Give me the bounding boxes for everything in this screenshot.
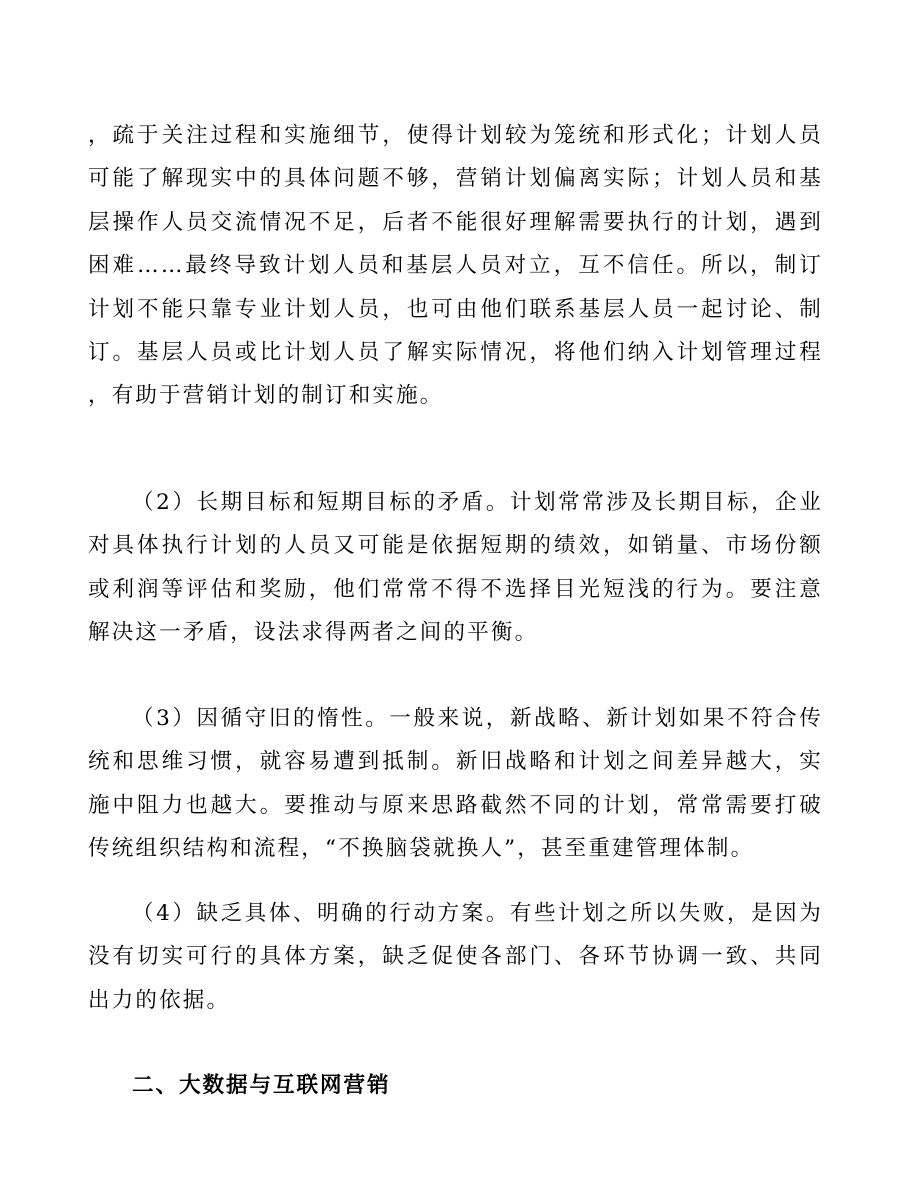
section-heading: 二、大数据与互联网营销 bbox=[132, 1073, 391, 1098]
paragraph-line: ，有助于营销计划的制订和实施。 bbox=[88, 383, 444, 409]
paragraph-action-plan bbox=[88, 892, 823, 1022]
paragraph-planning-issues bbox=[88, 114, 823, 418]
paragraph-line: 统和思维习惯，就容易遭到抵制。新旧战略和计划之间差异越大，实 bbox=[88, 749, 823, 775]
paragraph-line: 困难……最终导致计划人员和基层人员对立，互不信任。所以，制订 bbox=[88, 253, 823, 279]
paragraph-line: 施中阻力也越大。要推动与原来思路截然不同的计划，常常需要打破 bbox=[88, 792, 823, 818]
paragraph-inertia bbox=[88, 697, 823, 871]
paragraph-line: 解决这一矛盾，设法求得两者之间的平衡。 bbox=[88, 620, 539, 646]
paragraph-line: （4）缺乏具体、明确的行动方案。有些计划之所以失败，是因为 bbox=[132, 901, 823, 926]
paragraph-line: 或利润等评估和奖励，他们常常不得不选择目光短浅的行为。要注意 bbox=[88, 576, 823, 602]
paragraph-line: ，疏于关注过程和实施细节，使得计划较为笼统和形式化；计划人员 bbox=[88, 123, 823, 148]
paragraph-line: 出力的依据。 bbox=[88, 987, 231, 1013]
paragraph-line: 计划不能只靠专业计划人员，也可由他们联系基层人员一起讨论、制 bbox=[88, 296, 823, 322]
paragraph-long-short-term-goals bbox=[88, 481, 823, 655]
paragraph-line: 没有切实可行的具体方案，缺乏促使各部门、各环节协调一致、共同 bbox=[88, 944, 823, 970]
paragraph-line: 可能了解现实中的具体问题不够，营销计划偏离实际；计划人员和基 bbox=[88, 166, 823, 192]
paragraph-line: （2）长期目标和短期目标的矛盾。计划常常涉及长期目标，企业 bbox=[132, 490, 823, 515]
paragraph-line: 层操作人员交流情况不足，后者不能很好理解需要执行的计划，遇到 bbox=[88, 209, 823, 235]
paragraph-line: 对具体执行计划的人员又可能是依据短期的绩效，如销量、市场份额 bbox=[88, 533, 823, 559]
paragraph-line: 订。基层人员或比计划人员了解实际情况，将他们纳入计划管理过程 bbox=[88, 339, 823, 365]
paragraph-line: 传统组织结构和流程，“不换脑袋就换人”，甚至重建管理体制。 bbox=[88, 836, 755, 862]
paragraph-line: （3）因循守旧的惰性。一般来说，新战略、新计划如果不符合传 bbox=[132, 706, 823, 731]
